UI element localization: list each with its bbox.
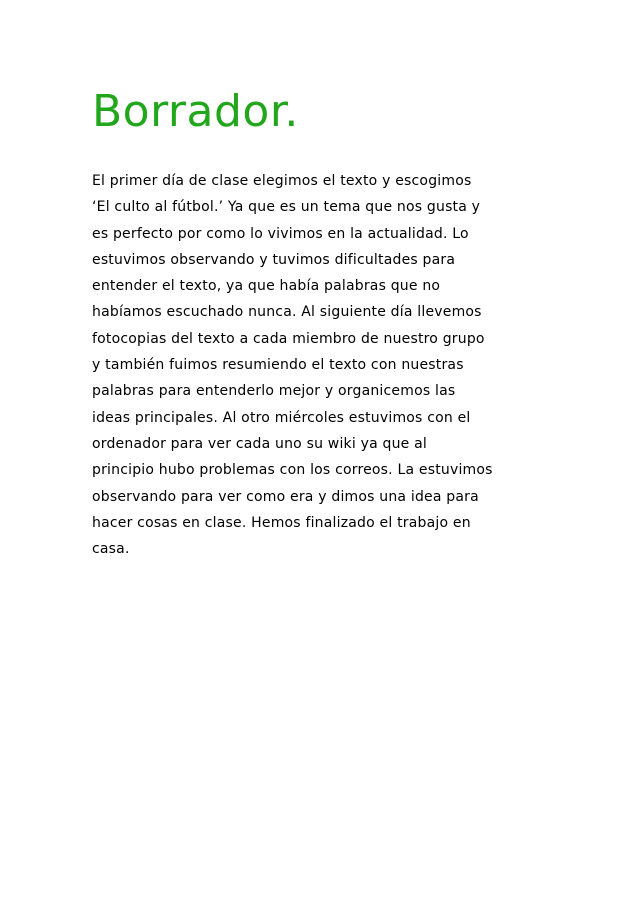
- body-line: observando para ver como era y dimos una idea para: [92, 488, 479, 505]
- document-body: [92, 168, 562, 562]
- body-line: hacer cosas en clase. Hemos finalizado el trabajo en: [92, 514, 471, 531]
- body-line: y también fuimos resumiendo el texto con nuestras: [92, 357, 464, 374]
- document-title: Borrador.: [92, 86, 299, 137]
- body-line: habíamos escuchado nunca. Al siguiente día llevemos: [92, 304, 482, 321]
- body-line: palabras para entenderlo mejor y organicemos las: [92, 383, 456, 400]
- body-line: estuvimos observando y tuvimos dificultades para: [92, 251, 456, 268]
- body-line: es perfecto por como lo vivimos en la actualidad. Lo: [92, 225, 469, 242]
- body-line: ideas principales. Al otro miércoles estuvimos con el: [92, 409, 471, 426]
- body-line: fotocopias del texto a cada miembro de nuestro grupo: [92, 330, 485, 347]
- body-line: ‘El culto al fútbol.’ Ya que es un tema que nos gusta y: [92, 199, 481, 216]
- body-line: ordenador para ver cada uno su wiki ya que al: [92, 435, 428, 452]
- body-line: El primer día de clase elegimos el texto y escogimos: [92, 173, 472, 189]
- body-line: casa.: [92, 541, 130, 558]
- body-line: entender el texto, ya que había palabras que no: [92, 278, 441, 295]
- body-line: principio hubo problemas con los correos. La estuvimos: [92, 462, 493, 479]
